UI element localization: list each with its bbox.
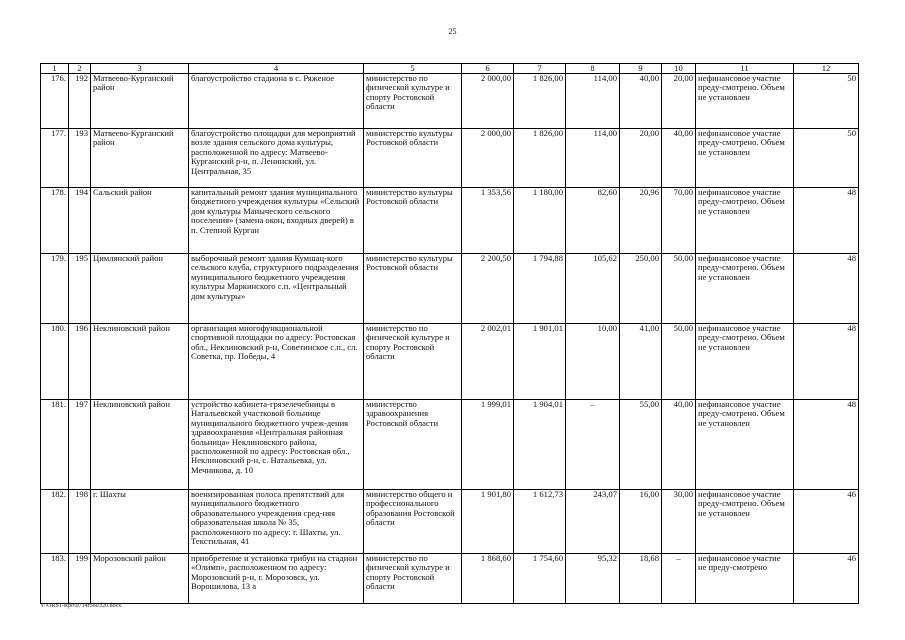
participation-note: нефинансовое участие преду-смотрено. Объем не установлен bbox=[696, 324, 794, 400]
municipality: Неклиновский район bbox=[91, 324, 189, 400]
responsible-ministry: министерство по физической культуре и спорту Ростовской области bbox=[364, 74, 462, 129]
municipality: Неклиновский район bbox=[91, 400, 189, 490]
score: 48 bbox=[794, 324, 859, 400]
score: 48 bbox=[794, 400, 859, 490]
municipality: Цимлянский район bbox=[91, 254, 189, 324]
amount-col7: 1 826,00 bbox=[514, 129, 566, 188]
amount-col10: 20,00 bbox=[662, 74, 696, 129]
score: 48 bbox=[794, 254, 859, 324]
budget-table bbox=[40, 63, 859, 604]
row-index: 180. bbox=[41, 324, 69, 400]
score: 50 bbox=[794, 129, 859, 188]
amount-col10: 50,00 bbox=[662, 324, 696, 400]
column-header: 3 bbox=[91, 64, 189, 74]
row-code: 195 bbox=[69, 254, 91, 324]
row-index: 182. bbox=[41, 490, 69, 554]
column-header: 8 bbox=[566, 64, 620, 74]
amount-col9: 20,96 bbox=[620, 188, 662, 254]
file-path-footer: Y:\ORST-Rpo\0714r560.f20.docx bbox=[40, 603, 122, 609]
participation-note: нефинансовое участие преду-смотрено. Объем не установлен bbox=[696, 254, 794, 324]
column-header: 5 bbox=[364, 64, 462, 74]
column-header: 7 bbox=[514, 64, 566, 74]
row-code: 193 bbox=[69, 129, 91, 188]
project-description: военизированная полоса препятствий для муниципального бюджетного образовательного учреждения сред-няя образовательная школа № 35, расположенного по адресу: г. Шахты, ул. Текстильная, 41 bbox=[189, 490, 364, 554]
column-header: 12 bbox=[794, 64, 859, 74]
table-row bbox=[41, 554, 859, 604]
amount-col8: 243,07 bbox=[566, 490, 620, 554]
table-row bbox=[41, 74, 859, 129]
project-description: организация многофункциональной спортивной площадки по адресу: Ростовская обл., Неклиновский р-н, Советинское с.п., сл. Советка, пр. Победы, 4 bbox=[189, 324, 364, 400]
score: 48 bbox=[794, 188, 859, 254]
amount-col7: 1 180,00 bbox=[514, 188, 566, 254]
amount-col9: 16,00 bbox=[620, 490, 662, 554]
total-amount: 2 000,00 bbox=[462, 74, 514, 129]
column-header: 2 bbox=[69, 64, 91, 74]
row-index: 181. bbox=[41, 400, 69, 490]
responsible-ministry: министерство культуры Ростовской области bbox=[364, 254, 462, 324]
table-row bbox=[41, 490, 859, 554]
row-index: 183. bbox=[41, 554, 69, 604]
project-description: капитальный ремонт здания муниципального бюджетного учреждения культуры «Сельский дом культуры Маныческого сельского поселения» (замена окон, входных дверей) в п. Степной Курган bbox=[189, 188, 364, 254]
responsible-ministry: министерство культуры Ростовской области bbox=[364, 129, 462, 188]
amount-col10: 40,00 bbox=[662, 400, 696, 490]
row-index: 176. bbox=[41, 74, 69, 129]
amount-col8: 82,60 bbox=[566, 188, 620, 254]
project-description: приобретение и установка трибун на стадион «Олимп», расположенном по адресу: Морозовский р-н, г. Морозовск, ул. Ворошилова, 13 а bbox=[189, 554, 364, 604]
project-description: устройство кабинета-грязелечебницы в Натальевской участковой больнице муниципального бюджетного учреж-дения здравоохранения «Центральная районная больница» Неклиновского района, расположенной по адресу: Ростовская обл., Неклиновский р-н, с. Натальевка, ул. Мечникова, д. 10 bbox=[189, 400, 364, 490]
table-row bbox=[41, 129, 859, 188]
participation-note: нефинансовое участие преду-смотрено. Объем не установлен bbox=[696, 129, 794, 188]
amount-col9: 40,00 bbox=[620, 74, 662, 129]
row-code: 196 bbox=[69, 324, 91, 400]
amount-col7: 1 794,88 bbox=[514, 254, 566, 324]
column-header: 9 bbox=[620, 64, 662, 74]
participation-note: нефинансовое участие преду-смотрено. Объем не установлен bbox=[696, 74, 794, 129]
total-amount: 1 868,60 bbox=[462, 554, 514, 604]
total-amount: 1 901,80 bbox=[462, 490, 514, 554]
amount-col10: 50,00 bbox=[662, 254, 696, 324]
row-index: 179. bbox=[41, 254, 69, 324]
municipality: Сальский район bbox=[91, 188, 189, 254]
column-header: 11 bbox=[696, 64, 794, 74]
row-index: 177. bbox=[41, 129, 69, 188]
row-code: 194 bbox=[69, 188, 91, 254]
municipality: Матвеево-Курганский район bbox=[91, 129, 189, 188]
participation-note: нефинансовое участие преду-смотрено. Объем не установлен bbox=[696, 400, 794, 490]
municipality: г. Шахты bbox=[91, 490, 189, 554]
row-code: 192 bbox=[69, 74, 91, 129]
amount-col7: 1 754,60 bbox=[514, 554, 566, 604]
participation-note: нефинансовое участие не преду-смотрено bbox=[696, 554, 794, 604]
municipality: Морозовский район bbox=[91, 554, 189, 604]
table-row bbox=[41, 188, 859, 254]
responsible-ministry: министерство культуры Ростовской области bbox=[364, 188, 462, 254]
total-amount: 2 200,50 bbox=[462, 254, 514, 324]
total-amount: 2 000,00 bbox=[462, 129, 514, 188]
amount-col8: 95,32 bbox=[566, 554, 620, 604]
amount-col8: 105,62 bbox=[566, 254, 620, 324]
column-header: 10 bbox=[662, 64, 696, 74]
total-amount: 1 999,01 bbox=[462, 400, 514, 490]
amount-col9: 250,00 bbox=[620, 254, 662, 324]
amount-col8: 114,00 bbox=[566, 129, 620, 188]
amount-col9: 18,68 bbox=[620, 554, 662, 604]
amount-col7: 1 904,01 bbox=[514, 400, 566, 490]
row-code: 197 bbox=[69, 400, 91, 490]
table-row bbox=[41, 400, 859, 490]
table-row bbox=[41, 254, 859, 324]
responsible-ministry: министерство по физической культуре и спорту Ростовской области bbox=[364, 324, 462, 400]
column-header: 1 bbox=[41, 64, 69, 74]
amount-col10: 70,00 bbox=[662, 188, 696, 254]
total-amount: 1 353,56 bbox=[462, 188, 514, 254]
column-header: 6 bbox=[462, 64, 514, 74]
amount-col7: 1 612,73 bbox=[514, 490, 566, 554]
amount-col9: 41,00 bbox=[620, 324, 662, 400]
amount-col8: – bbox=[566, 400, 620, 490]
amount-col7: 1 901,01 bbox=[514, 324, 566, 400]
total-amount: 2 002,01 bbox=[462, 324, 514, 400]
municipality: Матвеево-Курганский район bbox=[91, 74, 189, 129]
row-code: 199 bbox=[69, 554, 91, 604]
amount-col8: 114,00 bbox=[566, 74, 620, 129]
responsible-ministry: министерство общего и профессионального образования Ростовской области bbox=[364, 490, 462, 554]
table-row bbox=[41, 324, 859, 400]
responsible-ministry: министерство по физической культуре и спорту Ростовской области bbox=[364, 554, 462, 604]
score: 46 bbox=[794, 490, 859, 554]
project-description: благоустройство стадиона в с. Ряженое bbox=[189, 74, 364, 129]
amount-col8: 10,00 bbox=[566, 324, 620, 400]
score: 50 bbox=[794, 74, 859, 129]
participation-note: нефинансовое участие преду-смотрено. Объем не установлен bbox=[696, 490, 794, 554]
project-description: выборочный ремонт здания Кумшац-кого сельского клуба, структурного подразделения муниципального бюджетного учреждения культуры Маркинского с.п. «Центральный дом культуры» bbox=[189, 254, 364, 324]
amount-col9: 55,00 bbox=[620, 400, 662, 490]
amount-col7: 1 826,00 bbox=[514, 74, 566, 129]
amount-col9: 20,00 bbox=[620, 129, 662, 188]
project-description: благоустройство площадки для мероприятий возле здания сельского дома культуры, расположенной по адресу: Матвеево-Курганский р-н, п. Ленинский, ул. Центральная, 35 bbox=[189, 129, 364, 188]
row-index: 178. bbox=[41, 188, 69, 254]
page-number: 25 bbox=[448, 27, 457, 36]
amount-col10: – bbox=[662, 554, 696, 604]
row-code: 198 bbox=[69, 490, 91, 554]
amount-col10: 30,00 bbox=[662, 490, 696, 554]
responsible-ministry: министерство здравоохранения Ростовской области bbox=[364, 400, 462, 490]
table-header-row bbox=[41, 64, 859, 74]
score: 46 bbox=[794, 554, 859, 604]
amount-col10: 40,00 bbox=[662, 129, 696, 188]
participation-note: нефинансовое участие преду-смотрено. Объем не установлен bbox=[696, 188, 794, 254]
column-header: 4 bbox=[189, 64, 364, 74]
